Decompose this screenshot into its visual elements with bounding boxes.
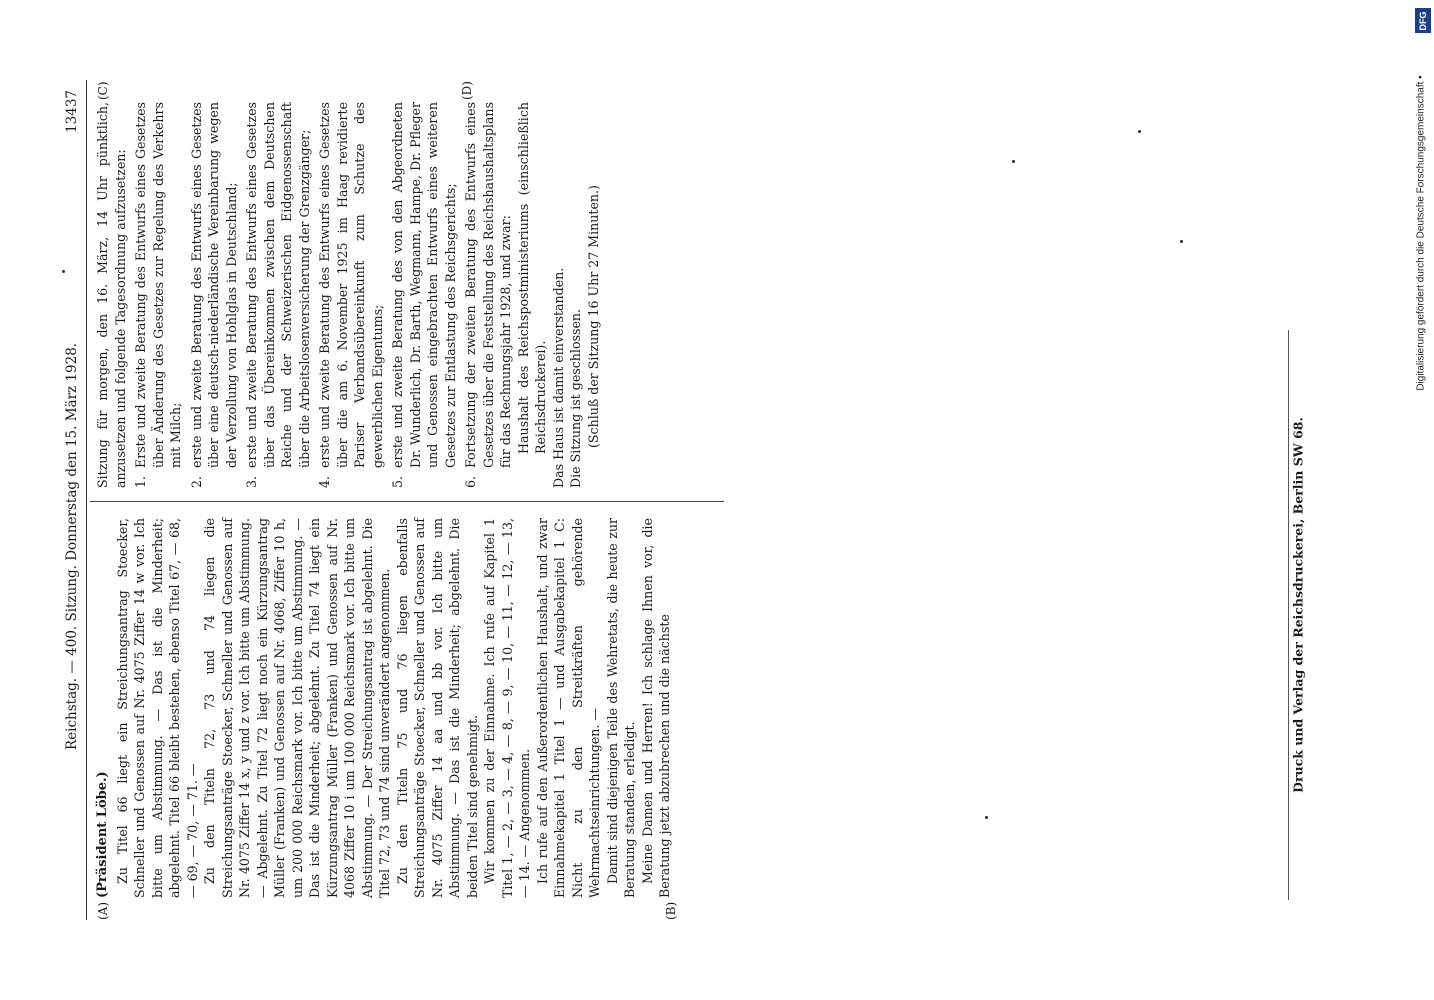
agenda-item: [389, 102, 459, 488]
margin-marker-d: (D): [460, 81, 474, 100]
agenda-text: erste und zweite Beratung des Entwurfs eines Gesetzes über die am 6. November 1925 im Haag revidierte Pariser Verbandsübereinkunft zum Schutze des gewerblichen Eigentums;: [317, 102, 385, 468]
scan-speck: [985, 816, 988, 819]
agenda-number: 3.: [244, 475, 259, 488]
agenda-sub-item: Haushalt des Reichspostministeriums (einschließlich Reichsdruckerei).: [515, 102, 548, 454]
agenda-number: 5.: [390, 475, 405, 488]
margin-marker-b: (B): [664, 901, 678, 920]
paragraph: Zu Titel 66 liegt ein Streichungsantrag Stoecker, Schneller und Genossen auf Nr. 4075 Ziffer 14 w vor. Ich bitte um Abstimmung. — Das ist die Minderheit; abgelehnt. Titel 66 bleibt bestehen, ebenso Titel 67, — 68, — 69, — 70, — 71. —: [114, 518, 200, 898]
paragraph: Zu den Titeln 75 und 76 liegen ebenfalls Streichungsanträge Stoecker, Schneller und Genossen auf Nr. 4075 Ziffer 14 aa und bb vor. Ich bitte um Abstimmung. — Das ist die Minderheit; abgelehnt. Die beiden Titel sind genehmigt.: [394, 518, 480, 898]
agenda-item: [243, 102, 313, 488]
scan-speck: [1138, 130, 1141, 133]
paragraph: Wir kommen zu der Einnahme. Ich rufe auf Kapitel 1 Titel 1, — 2, — 3, — 4, — 8, — 9, — 10, — 11, — 12, — 13, — 14. — Angenommen.: [482, 518, 532, 898]
imprint-footer: [1288, 315, 1308, 895]
paragraph: Meine Damen und Herren! Ich schlage Ihnen vor, die Beratung jetzt abzubrechen und die nächste: [639, 518, 672, 898]
paragraph: Zu den Titeln 72, 73 und 74 liegen die Streichungsanträge Stoecker, Schneller und Genossen auf Nr. 4075 Ziffer 14 x, y und z vor. Ich bitte um Abstimmung. — Abgelehnt. Zu Titel 72 liegt noch ein Kürzungsantrag Müller (Franken) und Genossen auf Nr. 4068, Ziffer 10 h, um 200 000 Reichsmark vor. Ich bitte um Abstimmung. — Das ist die Minderheit; abgelehnt. Zu Titel 74 liegt ein Kürzungsantrag Müller (Franken) und Genossen auf Nr. 4068 Ziffer 10 i um 100 000 Reichsmark vor. Ich bitte um Abstimmung. — Der Streichungsantrag ist abgelehnt. Die Titel 72, 73 und 74 sind unverändert angenommen.: [202, 518, 392, 898]
column-divider: [90, 501, 724, 502]
right-column: [94, 102, 602, 488]
agreement-note: Das Haus ist damit einverstanden.: [550, 267, 566, 488]
imprint-text: Druck und Verlag der Reichsdruckerei, Berlin SW 68.: [1290, 417, 1306, 793]
agenda-text: erste und zweite Beratung des von den Abgeordneten Dr. Wunderlich, Dr. Barth, Wegmann, Hampe, Dr. Pfleger und Genossen eingebrachten Entwurfs eines weiteren Gesetzes zur Entlastung des Reichsgerichts;: [390, 102, 458, 468]
scan-speck: [1012, 160, 1015, 163]
paragraph: Damit sind diejenigen Teile des Wehretats, die heute zur Beratung standen, erledigt.: [604, 518, 637, 898]
digitization-credit: [1412, 40, 1430, 425]
session-closed: Die Sitzung ist geschlossen.: [568, 308, 583, 488]
agenda-item: [316, 102, 386, 488]
margin-marker-a: (A): [96, 901, 110, 920]
agenda-text: erste und zweite Beratung des Entwurfs eines Gesetzes über das Übereinkommen zwischen dem Deutschen Reiche und der Schweizerischen Eidgenossenschaft über die Arbeitslosenversicherung der Grenzgänger;: [244, 102, 312, 468]
left-column: [94, 518, 674, 898]
agenda-text: Fortsetzung der zweiten Beratung des Entwurfs eines Gesetzes über die Feststellung des Reichshaushaltsplans für das Rechnungsjahr 1928, und zwar:: [463, 102, 513, 468]
agenda-text: erste und zweite Beratung des Entwurfs eines Gesetzes über eine deutsch-niederländische Vereinbarung wegen der Verzollung von Hohlglas in Deutschland;: [188, 102, 239, 468]
scan-speck: [62, 270, 65, 273]
page-number: 13437: [64, 90, 80, 133]
agenda-intro: Sitzung für morgen, den 16. März, 14 Uhr pünktlich, anzusetzen und folgende Tagesordnung aufzusetzen:: [95, 102, 128, 488]
agenda-number: 4.: [317, 475, 332, 488]
running-title: Reichstag. — 400. Sitzung. Donnerstag den 15. März 1928.: [64, 342, 80, 750]
margin-marker-c: (C): [96, 81, 110, 100]
dfg-logo: [1415, 8, 1431, 33]
scan-speck: [1180, 240, 1183, 243]
paragraph: Ich rufe auf den Außerordentlichen Haushalt, und zwar Einnahmekapitel 1 Titel 1 — und Ausgabekapitel 1 C: Nicht zu den Streitkräften gehörende Wehrmachtseinrichtungen. —: [534, 518, 602, 898]
agenda-item: [188, 102, 241, 488]
agenda-item: [132, 102, 185, 488]
header-rule: [86, 80, 87, 920]
dfg-logo-text: DFG: [1418, 11, 1428, 30]
agenda-item: [462, 102, 515, 488]
rotated-scan-page: [60, 80, 760, 920]
agenda-number: 1.: [133, 475, 148, 488]
agenda-number: 2.: [188, 475, 204, 488]
agenda-text: Erste und zweite Beratung des Entwurfs eines Gesetzes über Änderung des Gesetzes zur Regelung des Verkehrs mit Milch;: [133, 102, 183, 468]
page-header: [60, 80, 84, 920]
closing-time: (Schluß der Sitzung 16 Uhr 27 Minuten.): [585, 185, 601, 448]
speaker-name: (Präsident Löbe.): [95, 771, 110, 898]
credit-text: Digitalisierung gefördert durch die Deutsche Forschungsgemeinschaft •: [1415, 74, 1427, 391]
agenda-number: 6.: [463, 475, 478, 488]
